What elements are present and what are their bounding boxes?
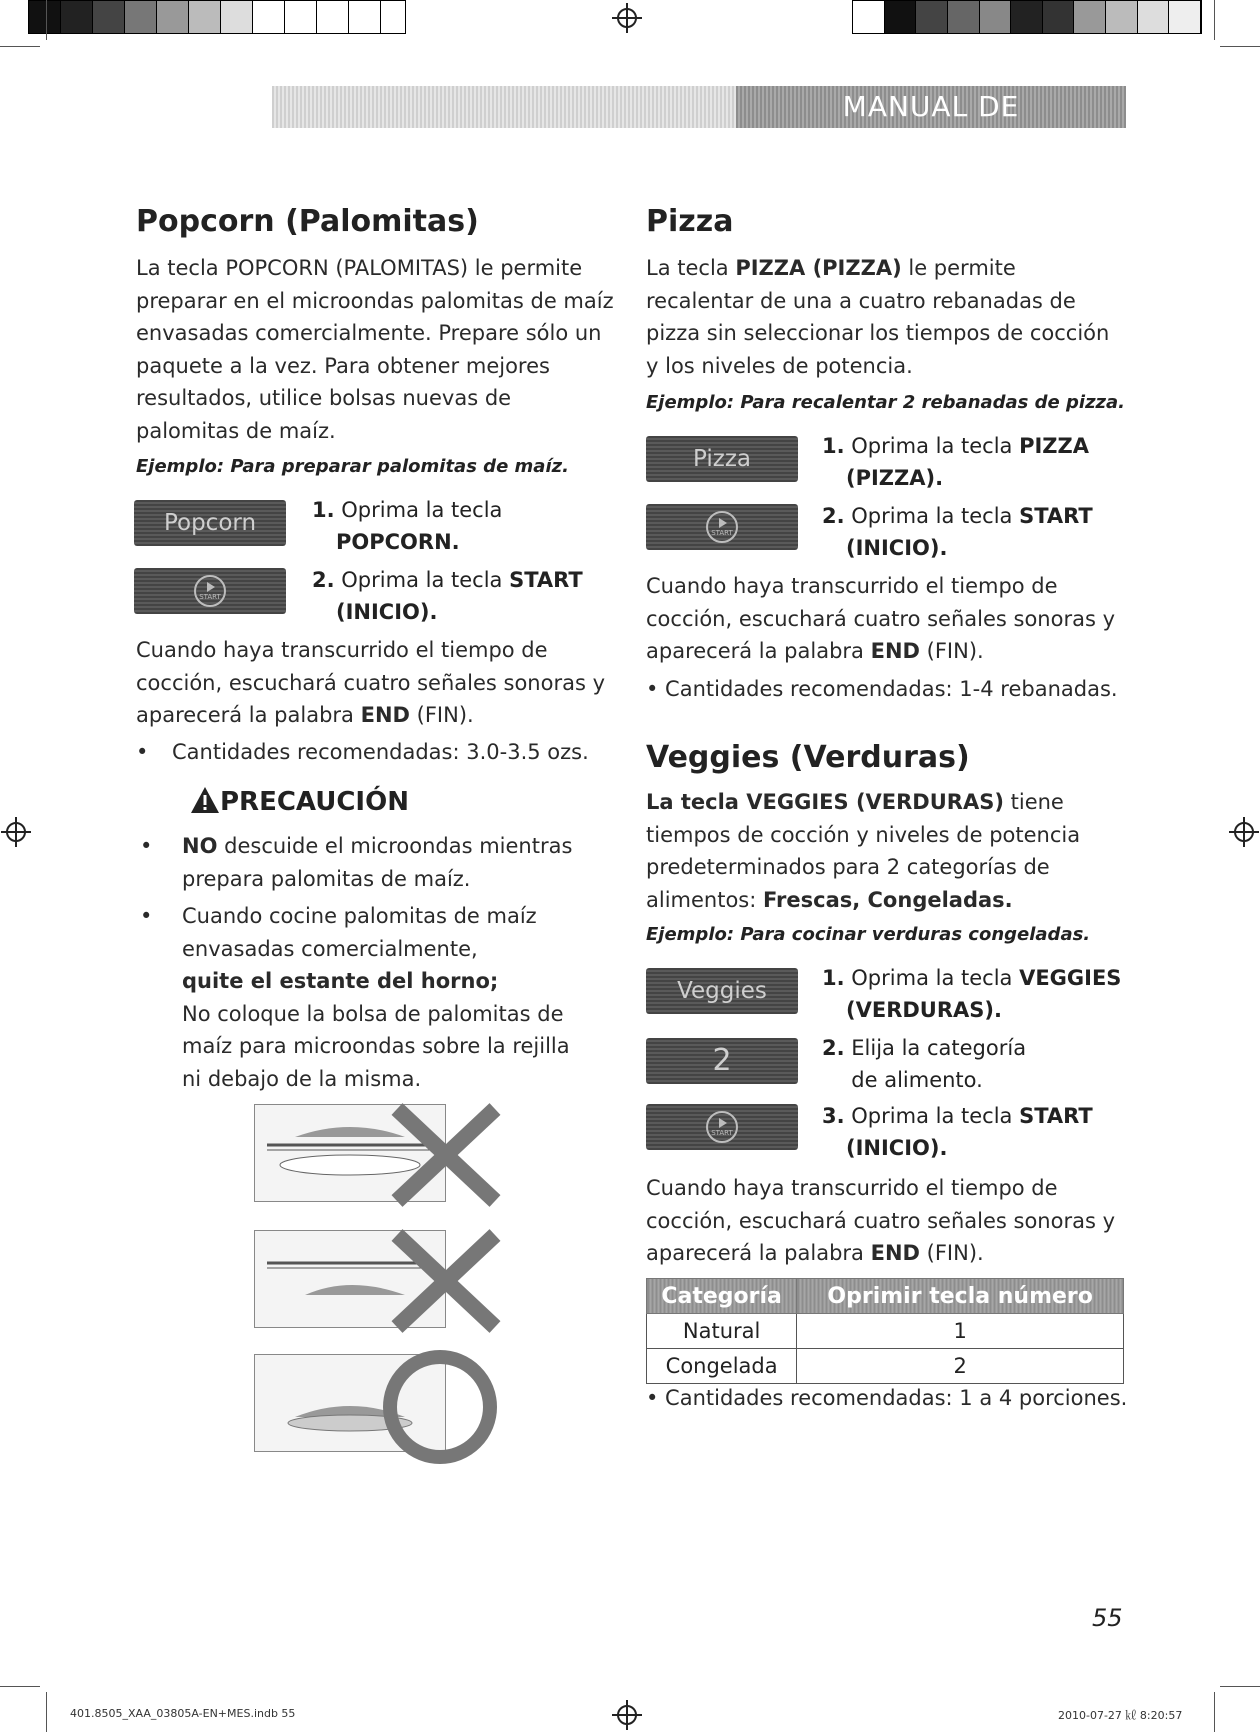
footer-date: 2010-07-27 ㎘ 8:20:57 xyxy=(1058,1709,1183,1722)
crop-mark xyxy=(1214,1692,1215,1732)
table-cell: Congelada xyxy=(647,1349,797,1384)
table-cell: 1 xyxy=(797,1314,1124,1349)
veggies-amount: • Cantidades recomendadas: 1 a 4 porciones. xyxy=(646,1386,1128,1410)
start-icon: START xyxy=(706,1111,738,1143)
page-number: 55 xyxy=(1092,1604,1123,1632)
header-banner xyxy=(272,86,1126,165)
crop-mark xyxy=(1220,1686,1260,1687)
pizza-start-button[interactable] xyxy=(646,504,798,550)
popcorn-intro: La tecla POPCORN (PALOMITAS) le permite preparar en el microondas palomitas de maíz envasadas comercialmente. Prepare sólo un paquete a la vez. Para obtener mejores resultados, utilice bolsas nuevas de palomitas de maíz. xyxy=(136,256,614,443)
veggies-title: Veggies (Verduras) xyxy=(646,740,970,775)
color-registration-bar-left xyxy=(28,0,406,34)
table-cell: Natural xyxy=(647,1314,797,1349)
footer-file-name: 401.8505_XAA_03805A-EN+MES.indb 55 xyxy=(70,1707,296,1720)
veggies-step-1: 1. Oprima la tecla VEGGIES (VERDURAS). xyxy=(822,966,1122,1022)
veggies-category-table xyxy=(646,1278,1124,1384)
number-2-key-label: 2 xyxy=(712,1043,732,1078)
veggies-key-button[interactable] xyxy=(646,968,798,1014)
popcorn-done-text: Cuando haya transcurrido el tiempo de cocción, escuchará cuatro señales sonoras y aparecerá la palabra END (FIN). xyxy=(136,638,606,727)
veggies-intro: La tecla VEGGIES (VERDURAS) tiene tiempos de cocción y niveles de potencia predeterminados para 2 categorías de alimentos: Frescas, Congeladas. xyxy=(646,790,1081,912)
crop-mark xyxy=(1214,0,1215,40)
popcorn-step-1: 1. Oprima la tecla POPCORN. xyxy=(312,498,503,554)
pizza-amount: • Cantidades recomendadas: 1-4 rebanadas. xyxy=(646,677,1118,701)
registration-target-top xyxy=(617,8,637,28)
popcorn-start-button[interactable] xyxy=(134,568,286,614)
registration-target-bottom xyxy=(617,1705,637,1725)
veggies-example: Ejemplo: Para cocinar verduras congeladas. xyxy=(646,924,1091,945)
table-row xyxy=(647,1349,1124,1384)
caution-bullet-2: • Cuando cocine palomitas de maíz envasadas comercialmente, quite el estante del horno; No coloque la bolsa de palomitas de maíz para microondas sobre la rejilla ni debajo de la misma. xyxy=(140,904,570,1091)
veggies-key-label: Veggies xyxy=(677,978,767,1004)
table-header: Categoría xyxy=(647,1279,797,1314)
registration-target-left xyxy=(6,822,26,842)
registration-target-right xyxy=(1234,822,1254,842)
crop-mark xyxy=(0,46,40,47)
popcorn-key-label: Popcorn xyxy=(163,510,257,536)
popcorn-step-2: 2. Oprima la tecla START (INICIO). xyxy=(312,568,583,624)
pizza-example: Ejemplo: Para recalentar 2 rebanadas de pizza. xyxy=(646,392,1126,413)
start-icon: START xyxy=(194,575,226,607)
pizza-step-1: 1. Oprima la tecla PIZZA (PIZZA). xyxy=(822,434,1089,490)
color-registration-bar-right xyxy=(852,0,1202,34)
crop-mark xyxy=(46,1692,47,1732)
table-header: Oprimir tecla número xyxy=(797,1279,1124,1314)
table-cell: 2 xyxy=(797,1349,1124,1384)
veggies-step-3: 3. Oprima la tecla START (INICIO). xyxy=(822,1104,1093,1160)
crop-mark xyxy=(0,1686,40,1687)
caution-bullet-1: • NO descuide el microondas mientras prepara palomitas de maíz. xyxy=(140,834,573,891)
popcorn-example: Ejemplo: Para preparar palomitas de maíz. xyxy=(136,456,569,477)
crop-mark xyxy=(1220,46,1260,47)
veggies-done-text: Cuando haya transcurrido el tiempo de cocción, escuchará cuatro señales sonoras y aparecerá la palabra END (FIN). xyxy=(646,1176,1116,1265)
veggies-step-2: 2. Elija la categoría de alimento. xyxy=(822,1036,1027,1092)
pizza-intro: La tecla PIZZA (PIZZA) le permite recalentar de una a cuatro rebanadas de pizza sin seleccionar los tiempos de cocción y los niveles de potencia. xyxy=(646,256,1110,378)
start-icon: START xyxy=(706,511,738,543)
table-row xyxy=(647,1314,1124,1349)
oven-diagram-correct xyxy=(254,1354,446,1452)
pizza-step-2: 2. Oprima la tecla START (INICIO). xyxy=(822,504,1093,560)
popcorn-amount: • Cantidades recomendadas: 3.0-3.5 ozs. xyxy=(136,740,589,764)
crop-mark xyxy=(46,0,47,40)
popcorn-title: Popcorn (Palomitas) xyxy=(136,204,479,239)
pizza-key-button[interactable] xyxy=(646,436,798,482)
number-2-key-button[interactable] xyxy=(646,1038,798,1084)
oven-diagram-rack-wrong xyxy=(254,1104,446,1202)
caution-heading: PRECAUCIÓN xyxy=(190,786,409,820)
pizza-key-label: Pizza xyxy=(693,446,751,472)
veggies-start-button[interactable] xyxy=(646,1104,798,1150)
pizza-title: Pizza xyxy=(646,204,734,239)
pizza-done-text: Cuando haya transcurrido el tiempo de cocción, escuchará cuatro señales sonoras y aparecerá la palabra END (FIN). xyxy=(646,574,1116,663)
warning-triangle-icon xyxy=(190,786,220,814)
oven-diagram-under-rack-wrong xyxy=(254,1230,446,1328)
banner-title: MANUAL DE INSTRUCCIONES xyxy=(736,86,1126,128)
popcorn-key-button[interactable] xyxy=(134,500,286,546)
